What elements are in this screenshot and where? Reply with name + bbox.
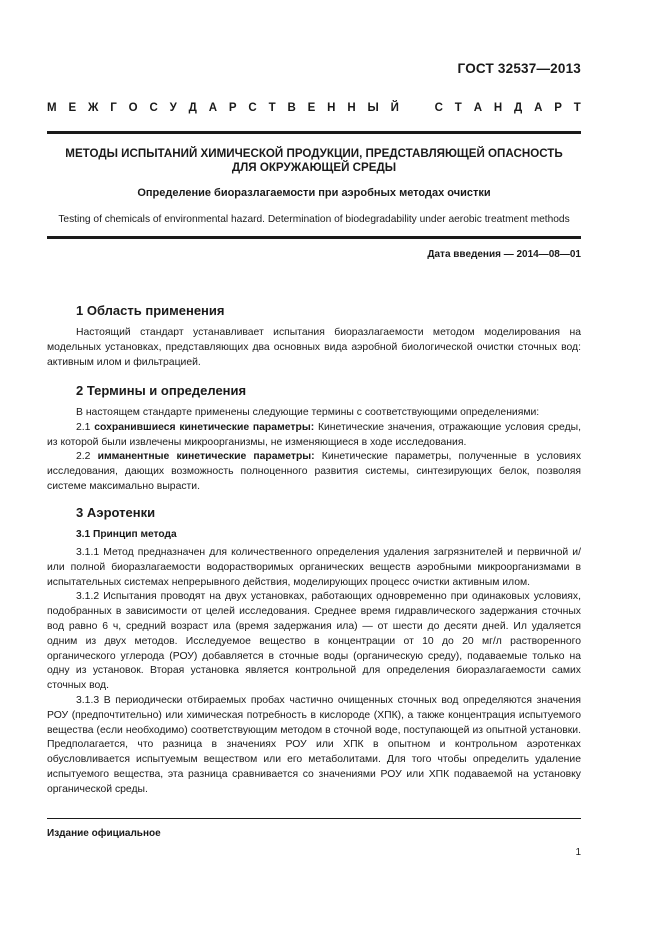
banner-letter: Е — [68, 102, 77, 114]
section-3-text — [47, 546, 581, 798]
title-rule — [47, 236, 581, 239]
section-2-heading: 2 Термины и определения — [76, 383, 247, 398]
banner-letter: С — [149, 102, 158, 114]
banner-letter: Е — [307, 102, 316, 114]
banner-letter: Т — [454, 102, 462, 114]
term-2-1-name: сохранившиеся кинетические параметры: — [94, 421, 315, 433]
term-2-2-number: 2.2 — [76, 451, 91, 463]
banner-letter: О — [128, 102, 138, 114]
banner-letter: С — [248, 102, 257, 114]
official-edition-label: Издание официальное — [47, 828, 161, 839]
paragraph-3-1-3: 3.1.3 В периодически отбираемых пробах частично очищенных сточных вод определяются значения РОУ (предпочтительно) или химическая потребность в кислороде (ХПК), а также концентрация испытуемого вещества (если необходимо) соответствующим методом в сточной воде, поступающей из опытной установки. Предполагается, что разница в значениях РОУ или ХПК в опытном и контрольном аэротенках обусловливается испытуемым веществом или его метаболитами. Для того чтобы определить удаление испытуемого вещества, эта разница сравнивается со значениями РОУ или ХПК подаваемой на установку органической среды. — [47, 694, 581, 795]
section-1-heading: 1 Область применения — [76, 303, 225, 318]
document-title — [47, 147, 581, 175]
banner-letter: В — [287, 102, 296, 114]
term-2-2 — [47, 450, 581, 494]
banner-letter: Д — [188, 102, 197, 114]
banner-letter: Н — [493, 102, 503, 114]
banner-letter: Т — [268, 102, 276, 114]
banner-letter: Ж — [87, 102, 99, 114]
banner-letter: Й — [390, 102, 399, 114]
introduction-date: Дата введения — 2014—08—01 — [427, 249, 581, 260]
banner-letter: Т — [573, 102, 581, 114]
banner-letter: А — [534, 102, 543, 114]
banner-letter: Р — [554, 102, 562, 114]
section-3-heading: 3 Аэротенки — [76, 505, 156, 520]
banner-letter: А — [473, 102, 482, 114]
banner-letter: У — [169, 102, 177, 114]
standard-number: ГОСТ 32537—2013 — [457, 61, 581, 76]
banner-letter: А — [208, 102, 218, 114]
banner-letter: Н — [347, 102, 356, 114]
banner-letter: Д — [514, 102, 523, 114]
term-2-2-definition: Кинетические параметры, полученные в условиях исследования, дающих возможность полноценного развития системы, синтезирующих белок, позволяя системе максимально вырасти. — [47, 451, 582, 492]
section-1-text — [47, 326, 581, 370]
paragraph-3-1-2: 3.1.2 Испытания проводят на двух установках, работающих одновременно при одинаковых условиях, подобранных в зависимости от целей исследования. Среднее время гидравлического задержания сточных вод равно 6 ч, средний возраст ила (время задержания ила) — от шести до десяти дней. Ил удаляется одним из двух методов. Исследуемое вещество в концентрации от 10 до 20 мг/л растворенного органического углерода (РОУ) добавляется в сточные воды (органическую среду), подаваемые только на одну из установок. Вторая установка является контрольной для определения биоразлагаемости самих сточных вод. — [47, 591, 581, 692]
title-line-2: ДЛЯ ОКРУЖАЮЩЕЙ СРЕДЫ — [231, 161, 397, 174]
term-2-1 — [47, 421, 581, 451]
title-line-1: МЕТОДЫ ИСПЫТАНИЙ ХИМИЧЕСКОЙ ПРОДУКЦИИ, ПРЕДСТАВЛЯЮЩЕЙ ОПАСНОСТЬ — [65, 147, 563, 160]
section-2-intro: В настоящем стандарте применены следующие термины с соответствующими определениями: — [76, 407, 540, 418]
document-subtitle: Определение биоразлагаемости при аэробных методах очистки — [137, 187, 491, 199]
paragraph-3-1-1: 3.1.1 Метод предназначен для количественного определения удаления загрязнителей и первичной и/или полной биоразлагаемости водорастворимых органических веществ аэробными микроорганизмами в испытательных системах непрерывного действия, моделирующих процесс очистки активным илом. — [47, 547, 581, 588]
section-2-text — [47, 406, 581, 495]
header-rule — [47, 131, 581, 134]
english-title: Testing of chemicals of environmental hazard. Determination of biodegradability under aerobic treatment methods — [58, 214, 570, 225]
banner-letter: С — [434, 102, 443, 114]
interstate-standard-banner — [47, 102, 581, 114]
banner-letter: Г — [110, 102, 117, 114]
term-2-1-number: 2.1 — [76, 421, 91, 433]
banner-gap — [411, 102, 423, 114]
banner-letter: Н — [327, 102, 336, 114]
section-1-paragraph: Настоящий стандарт устанавливает испытания биоразлагаемости методом моделирования на модельных установках, представляющих два основных вида аэробной биологической очистки сточных вод: активным илом и фильтрацией. — [47, 327, 581, 368]
subsection-3-1-heading: 3.1 Принцип метода — [76, 529, 177, 540]
term-2-1-definition: Кинетические значения, отражающие условия среды, из которой были извлечены микроорганизмы, не изменяющиеся в ходе исследования. — [47, 421, 582, 448]
banner-letter: Ы — [367, 102, 379, 114]
banner-letter: М — [47, 102, 57, 114]
term-2-2-name: имманентные кинетические параметры: — [97, 451, 315, 463]
page-number: 1 — [575, 847, 581, 858]
banner-letter: Р — [228, 102, 237, 114]
footer-rule — [47, 818, 581, 819]
